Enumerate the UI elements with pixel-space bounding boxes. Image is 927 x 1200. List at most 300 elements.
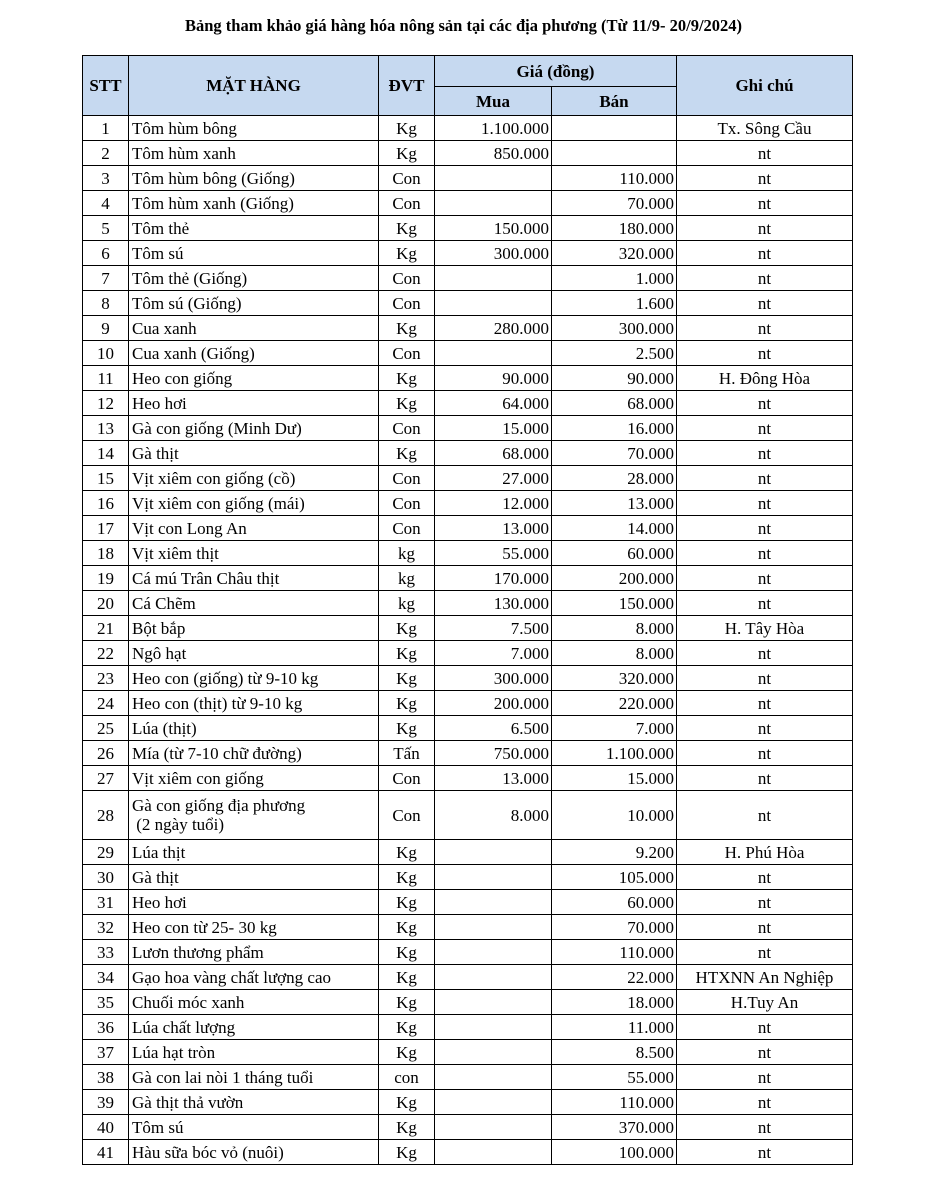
row-unit: kg [379,566,435,591]
row-note: nt [677,1065,853,1090]
row-item-name: Vịt xiêm con giống (mái) [129,491,379,516]
row-sell-price: 180.000 [552,216,677,241]
page-title: Bảng tham khảo giá hàng hóa nông sản tại các địa phương (Từ 11/9- 20/9/2024) [184,16,743,35]
row-unit: Con [379,341,435,366]
row-sell-price: 1.100.000 [552,741,677,766]
table-row [83,716,853,741]
row-unit: Tấn [379,741,435,766]
row-buy-price [435,1090,552,1115]
row-unit: Kg [379,641,435,666]
row-sell-price: 320.000 [552,241,677,266]
row-item-name: Tôm thẻ [129,216,379,241]
table-row [83,266,853,291]
table-row [83,616,853,641]
row-note: nt [677,766,853,791]
row-buy-price [435,1065,552,1090]
row-buy-price: 55.000 [435,541,552,566]
row-sell-price: 300.000 [552,316,677,341]
row-note: nt [677,316,853,341]
row-note: nt [677,541,853,566]
header-price: Giá (đồng) [435,56,677,87]
row-note: nt [677,141,853,166]
table-row [83,990,853,1015]
row-stt: 14 [83,441,129,466]
row-stt: 10 [83,341,129,366]
row-stt: 34 [83,965,129,990]
row-sell-price: 105.000 [552,865,677,890]
row-buy-price: 7.000 [435,641,552,666]
row-unit: Kg [379,865,435,890]
row-item-name: Vịt con Long An [129,516,379,541]
row-unit: Kg [379,316,435,341]
row-item-name: Lúa chất lượng [129,1015,379,1040]
row-note: nt [677,516,853,541]
table-row [83,666,853,691]
row-item-name: Tôm hùm xanh [129,141,379,166]
row-unit: Kg [379,1140,435,1165]
table-row [83,316,853,341]
table-row [83,441,853,466]
table-row [83,116,853,141]
row-note: nt [677,216,853,241]
row-unit: Kg [379,391,435,416]
row-item-name: Bột bắp [129,616,379,641]
row-buy-price [435,1040,552,1065]
row-stt: 21 [83,616,129,641]
table-row [83,915,853,940]
row-sell-price: 60.000 [552,890,677,915]
row-unit: Kg [379,890,435,915]
row-sell-price [552,116,677,141]
row-buy-price: 64.000 [435,391,552,416]
row-buy-price: 13.000 [435,766,552,791]
row-item-name: Hàu sữa bóc vỏ (nuôi) [129,1140,379,1165]
row-sell-price: 10.000 [552,791,677,840]
row-sell-price: 110.000 [552,1090,677,1115]
row-item-name: Gà con giống (Minh Dư) [129,416,379,441]
row-item-name: Vịt xiêm thịt [129,541,379,566]
row-unit: Kg [379,216,435,241]
row-sell-price: 370.000 [552,1115,677,1140]
row-unit: Con [379,766,435,791]
row-note: nt [677,666,853,691]
row-unit: Kg [379,616,435,641]
header-unit: ĐVT [379,56,435,116]
table-row [83,391,853,416]
row-item-name: Cua xanh (Giống) [129,341,379,366]
row-unit: Con [379,291,435,316]
row-sell-price: 110.000 [552,940,677,965]
row-note: nt [677,741,853,766]
table-row [83,791,853,840]
row-unit: kg [379,541,435,566]
table-row [83,516,853,541]
row-note: nt [677,191,853,216]
row-stt: 1 [83,116,129,141]
row-buy-price [435,915,552,940]
row-note: nt [677,1015,853,1040]
row-sell-price: 200.000 [552,566,677,591]
row-sell-price: 22.000 [552,965,677,990]
row-buy-price [435,1115,552,1140]
row-item-name: Lúa hạt tròn [129,1040,379,1065]
row-note: nt [677,641,853,666]
table-row [83,566,853,591]
header-stt: STT [83,56,129,116]
row-sell-price: 18.000 [552,990,677,1015]
row-note: nt [677,291,853,316]
row-note: nt [677,491,853,516]
table-row [83,491,853,516]
table-row [83,1115,853,1140]
row-note: HTXNN An Nghiệp [677,965,853,990]
row-item-name: Mía (từ 7-10 chữ đường) [129,741,379,766]
table-row [83,591,853,616]
row-unit: Kg [379,241,435,266]
row-buy-price [435,291,552,316]
row-item-name: Heo hơi [129,391,379,416]
row-item-name: Tôm hùm bông (Giống) [129,166,379,191]
row-buy-price: 200.000 [435,691,552,716]
row-sell-price: 11.000 [552,1015,677,1040]
row-unit: Kg [379,940,435,965]
row-buy-price: 130.000 [435,591,552,616]
row-buy-price [435,341,552,366]
row-item-name: Tôm hùm bông [129,116,379,141]
row-note: nt [677,791,853,840]
row-buy-price [435,191,552,216]
header-sell: Bán [552,87,677,116]
row-note: nt [677,915,853,940]
row-stt: 26 [83,741,129,766]
row-item-name: Tôm sú [129,1115,379,1140]
row-buy-price: 300.000 [435,241,552,266]
row-note: Tx. Sông Cầu [677,116,853,141]
row-note: H. Tây Hòa [677,616,853,641]
row-buy-price: 8.000 [435,791,552,840]
row-sell-price: 90.000 [552,366,677,391]
table-row [83,1065,853,1090]
row-item-name: Vịt xiêm con giống [129,766,379,791]
row-item-name: Gà con lai nòi 1 tháng tuổi [129,1065,379,1090]
row-unit: Con [379,191,435,216]
row-buy-price [435,266,552,291]
row-stt: 6 [83,241,129,266]
row-unit: Con [379,166,435,191]
row-note: nt [677,940,853,965]
row-item-name: Heo con (giống) từ 9-10 kg [129,666,379,691]
row-unit: Kg [379,716,435,741]
row-buy-price: 12.000 [435,491,552,516]
row-note: nt [677,890,853,915]
row-unit: Kg [379,666,435,691]
header-buy: Mua [435,87,552,116]
row-sell-price: 70.000 [552,191,677,216]
row-note: nt [677,266,853,291]
row-unit: Con [379,491,435,516]
row-unit: con [379,1065,435,1090]
row-sell-price: 15.000 [552,766,677,791]
row-sell-price: 55.000 [552,1065,677,1090]
row-buy-price: 280.000 [435,316,552,341]
row-unit: Kg [379,965,435,990]
row-sell-price: 100.000 [552,1140,677,1165]
row-item-name: Cá mú Trân Châu thịt [129,566,379,591]
row-note: nt [677,341,853,366]
row-stt: 13 [83,416,129,441]
row-item-name: Gạo hoa vàng chất lượng cao [129,965,379,990]
table-row [83,865,853,890]
row-item-name: Lươn thương phẩm [129,940,379,965]
row-unit: Kg [379,441,435,466]
row-note: nt [677,865,853,890]
row-buy-price [435,890,552,915]
row-note: nt [677,716,853,741]
row-stt: 5 [83,216,129,241]
row-buy-price [435,840,552,865]
row-stt: 8 [83,291,129,316]
row-sell-price: 60.000 [552,541,677,566]
row-stt: 18 [83,541,129,566]
row-stt: 22 [83,641,129,666]
row-item-name: Lúa thịt [129,840,379,865]
row-sell-price: 8.500 [552,1040,677,1065]
row-unit: kg [379,591,435,616]
table-row [83,216,853,241]
row-stt: 7 [83,266,129,291]
row-note: H.Tuy An [677,990,853,1015]
row-buy-price [435,865,552,890]
table-row [83,166,853,191]
row-item-name: Heo con từ 25- 30 kg [129,915,379,940]
row-stt: 2 [83,141,129,166]
row-stt: 20 [83,591,129,616]
table-row [83,691,853,716]
row-stt: 30 [83,865,129,890]
table-row [83,1140,853,1165]
row-unit: Kg [379,116,435,141]
row-stt: 4 [83,191,129,216]
row-stt: 9 [83,316,129,341]
table-row [83,191,853,216]
row-buy-price: 1.100.000 [435,116,552,141]
row-stt: 41 [83,1140,129,1165]
header-item: MẶT HÀNG [129,56,379,116]
row-note: nt [677,591,853,616]
row-stt: 12 [83,391,129,416]
table-row [83,641,853,666]
row-note: H. Phú Hòa [677,840,853,865]
row-stt: 11 [83,366,129,391]
row-unit: Kg [379,141,435,166]
row-note: nt [677,166,853,191]
row-item-name: Heo con giống [129,366,379,391]
row-item-name: Gà thịt [129,441,379,466]
row-sell-price: 16.000 [552,416,677,441]
table-row [83,541,853,566]
table-row [83,1090,853,1115]
row-note: nt [677,391,853,416]
row-stt: 24 [83,691,129,716]
row-stt: 38 [83,1065,129,1090]
row-unit: Con [379,416,435,441]
row-stt: 39 [83,1090,129,1115]
row-buy-price: 170.000 [435,566,552,591]
row-item-name: Gà thịt [129,865,379,890]
row-sell-price: 14.000 [552,516,677,541]
row-sell-price: 150.000 [552,591,677,616]
table-row [83,965,853,990]
table-row [83,1015,853,1040]
row-item-name: Tôm hùm xanh (Giống) [129,191,379,216]
row-item-name-line: Gà con giống địa phương [132,796,306,815]
row-item-name: Cá Chẽm [129,591,379,616]
row-item-name: Tôm thẻ (Giống) [129,266,379,291]
row-sell-price: 70.000 [552,915,677,940]
row-stt: 25 [83,716,129,741]
row-stt: 32 [83,915,129,940]
row-item-name: Vịt xiêm con giống (cồ) [129,466,379,491]
row-stt: 15 [83,466,129,491]
table-row [83,416,853,441]
row-stt: 27 [83,766,129,791]
row-stt: 17 [83,516,129,541]
row-buy-price: 68.000 [435,441,552,466]
row-item-name: Lúa (thịt) [129,716,379,741]
row-unit: Con [379,266,435,291]
row-unit: Kg [379,1040,435,1065]
row-sell-price: 8.000 [552,616,677,641]
row-buy-price: 750.000 [435,741,552,766]
row-stt: 23 [83,666,129,691]
table-row [83,141,853,166]
row-sell-price: 7.000 [552,716,677,741]
row-buy-price: 850.000 [435,141,552,166]
row-buy-price: 6.500 [435,716,552,741]
row-unit: Kg [379,366,435,391]
row-stt: 3 [83,166,129,191]
row-stt: 16 [83,491,129,516]
row-note: nt [677,441,853,466]
table-row [83,241,853,266]
table-row [83,940,853,965]
row-buy-price [435,1140,552,1165]
row-item-name: Ngô hạt [129,641,379,666]
row-note: nt [677,466,853,491]
row-stt: 37 [83,1040,129,1065]
row-unit: Kg [379,691,435,716]
table-row [83,840,853,865]
row-note: nt [677,1090,853,1115]
row-note: nt [677,241,853,266]
row-stt: 29 [83,840,129,865]
row-sell-price: 320.000 [552,666,677,691]
row-sell-price: 1.600 [552,291,677,316]
table-row [83,341,853,366]
row-note: nt [677,1115,853,1140]
row-sell-price [552,141,677,166]
table-row [83,366,853,391]
table-row [83,291,853,316]
table-header [83,56,853,116]
row-sell-price: 70.000 [552,441,677,466]
row-stt: 35 [83,990,129,1015]
row-unit: Kg [379,1015,435,1040]
table-body [83,116,853,1165]
row-note: nt [677,691,853,716]
row-buy-price [435,965,552,990]
row-item-name [129,791,379,840]
row-item-name: Heo con (thịt) từ 9-10 kg [129,691,379,716]
row-item-name: Gà thịt thả vườn [129,1090,379,1115]
row-stt: 19 [83,566,129,591]
row-sell-price: 220.000 [552,691,677,716]
row-buy-price: 90.000 [435,366,552,391]
row-buy-price [435,990,552,1015]
row-buy-price: 300.000 [435,666,552,691]
price-table [82,55,853,1165]
row-sell-price: 2.500 [552,341,677,366]
row-stt: 31 [83,890,129,915]
row-unit: Con [379,466,435,491]
row-buy-price [435,940,552,965]
row-unit: Con [379,791,435,840]
row-stt: 28 [83,791,129,840]
row-unit: Kg [379,990,435,1015]
row-item-name: Tôm sú [129,241,379,266]
row-sell-price: 68.000 [552,391,677,416]
row-note: H. Đông Hòa [677,366,853,391]
row-buy-price: 15.000 [435,416,552,441]
row-note: nt [677,1140,853,1165]
row-note: nt [677,566,853,591]
row-note: nt [677,1040,853,1065]
row-unit: Kg [379,1090,435,1115]
row-unit: Kg [379,915,435,940]
row-buy-price: 27.000 [435,466,552,491]
row-stt: 33 [83,940,129,965]
row-item-name: Tôm sú (Giống) [129,291,379,316]
row-note: nt [677,416,853,441]
row-buy-price: 7.500 [435,616,552,641]
table-row [83,741,853,766]
table-row [83,766,853,791]
row-unit: Kg [379,1115,435,1140]
row-item-name-line: (2 ngày tuổi) [132,815,225,834]
row-buy-price [435,1015,552,1040]
row-unit: Kg [379,840,435,865]
row-sell-price: 1.000 [552,266,677,291]
row-item-name: Heo hơi [129,890,379,915]
row-sell-price: 110.000 [552,166,677,191]
row-sell-price: 13.000 [552,491,677,516]
row-item-name: Cua xanh [129,316,379,341]
table-row [83,1040,853,1065]
row-sell-price: 28.000 [552,466,677,491]
row-stt: 40 [83,1115,129,1140]
row-buy-price: 150.000 [435,216,552,241]
table-row [83,890,853,915]
table-row [83,466,853,491]
row-item-name: Chuối móc xanh [129,990,379,1015]
row-sell-price: 9.200 [552,840,677,865]
row-buy-price: 13.000 [435,516,552,541]
row-stt: 36 [83,1015,129,1040]
row-buy-price [435,166,552,191]
row-sell-price: 8.000 [552,641,677,666]
header-note: Ghi chú [677,56,853,116]
row-unit: Con [379,516,435,541]
